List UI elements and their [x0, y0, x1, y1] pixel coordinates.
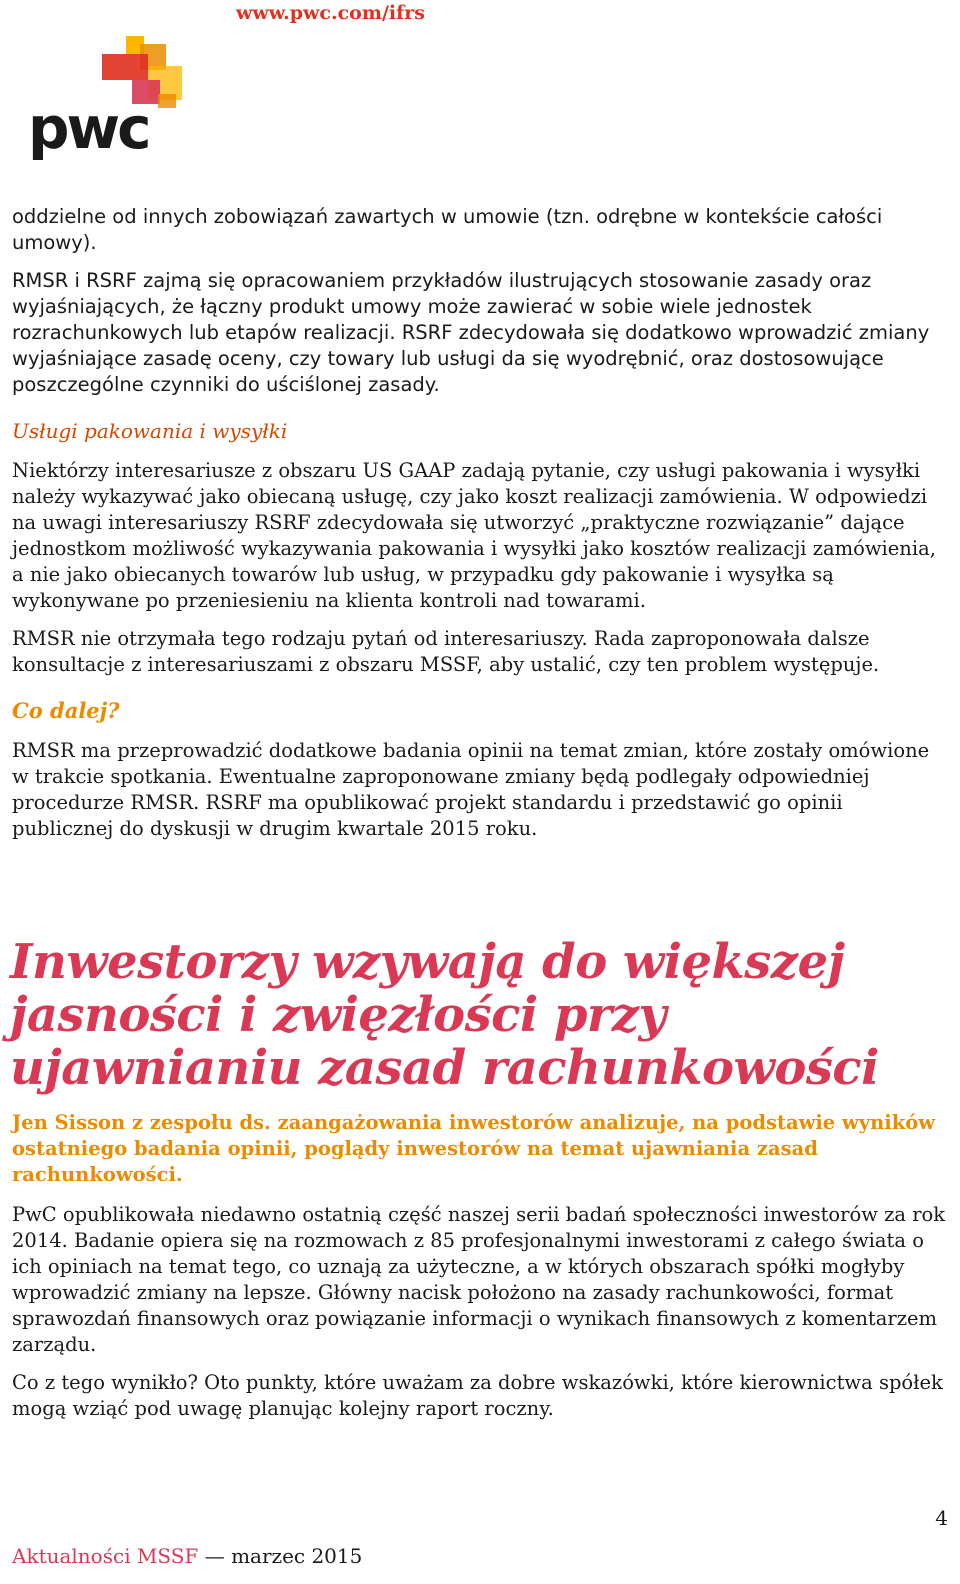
header-url[interactable]: www.pwc.com/ifrs	[236, 2, 425, 24]
section-article	[12, 1110, 948, 1434]
footer-date: marzec 2015	[231, 1544, 363, 1568]
subheading-next: Co dalej?	[12, 698, 120, 723]
section-revenue	[12, 204, 948, 854]
pwc-logo-icon	[28, 36, 188, 160]
paragraph: PwC opublikowała niedawno ostatnią część naszej serii badań społeczności inwestorów za rok 2014. Badanie opiera się na rozmowach z 85 profesjonalnymi inwestorami z całego świata o ich opiniach na temat tego, co uznają za użyteczne, a w których obszarach spółki mogłyby wprowadzić zmiany na lepsze. Główny nacisk położono na zasady rachunkowości, format sprawozdań finansowych oraz powiązanie informacji o wynikach finansowych z komentarzem zarządu.	[12, 1203, 946, 1356]
svg-text:pwc: pwc	[28, 94, 149, 160]
article-lead: Jen Sisson z zespołu ds. zaangażowania inwestorów analizuje, na podstawie wyników ostatniego badania opinii, poglądy inwestorów na temat ujawniania zasad rachunkowości.	[12, 1111, 936, 1186]
pwc-logo	[28, 36, 188, 160]
page-number: 4	[935, 1506, 948, 1530]
paragraph: oddzielne od innych zobowiązań zawartych w umowie (tzn. odrębne w kontekście całości umowy).	[12, 205, 883, 254]
article-title: Inwestorzy wzywają do większej jasności i zwięzłości przy ujawnianiu zasad rachunkowości	[10, 934, 879, 1096]
paragraph: RMSR ma przeprowadzić dodatkowe badania opinii na temat zmian, które zostały omówione w trakcie spotkania. Ewentualne zaproponowane zmiany będą podlegały odpowiedniej procedurze RMSR. RSRF ma opublikować projekt standardu i przedstawić go opinii publicznej do dyskusji w drugim kwartale 2015 roku.	[12, 739, 930, 840]
paragraph: Niektórzy interesariusze z obszaru US GAAP zadają pytanie, czy usługi pakowania i wysyłki należy wykazywać jako obiecaną usługę, czy jako koszt realizacji zamówienia. W odpowiedzi na uwagi interesariuszy RSRF zdecydowała się utworzyć „praktyczne rozwiązanie” dające jednostkom możliwość wykazywania pakowania i wysyłki jako kosztów realizacji zamówienia, a nie jako obiecanych towarów lub usług, w przypadku gdy pakowanie i wysyłka są wykonywane po przeniesieniu na klienta kontroli nad towarami.	[12, 459, 936, 612]
paragraph: Co z tego wynikło? Oto punkty, które uważam za dobre wskazówki, które kierownictwa spółek mogą wziąć pod uwagę planując kolejny raport roczny.	[12, 1371, 943, 1420]
paragraph: RMSR i RSRF zajmą się opracowaniem przykładów ilustrujących stosowanie zasady oraz wyjaśniających, że łączny produkt umowy może zawierać w sobie wiele jednostek rozrachunkowych lub etapów realizacji. RSRF zdecydowała się dodatkowo wprowadzić zmiany wyjaśniające zasadę oceny, czy towary lub usługi da się wyodrębnić, oraz dostosowujące poszczególne czynniki do uściślonej zasady.	[12, 269, 930, 396]
footer: Aktualności MSSF — marzec 2015	[12, 1544, 363, 1568]
subheading-shipping: Usługi pakowania i wysyłki	[12, 419, 288, 443]
paragraph: RMSR nie otrzymała tego rodzaju pytań od interesariuszy. Rada zaproponowała dalsze konsultacje z interesariuszami z obszaru MSSF, aby ustalić, czy ten problem występuje.	[12, 627, 880, 676]
footer-brand: Aktualności MSSF	[12, 1544, 199, 1568]
